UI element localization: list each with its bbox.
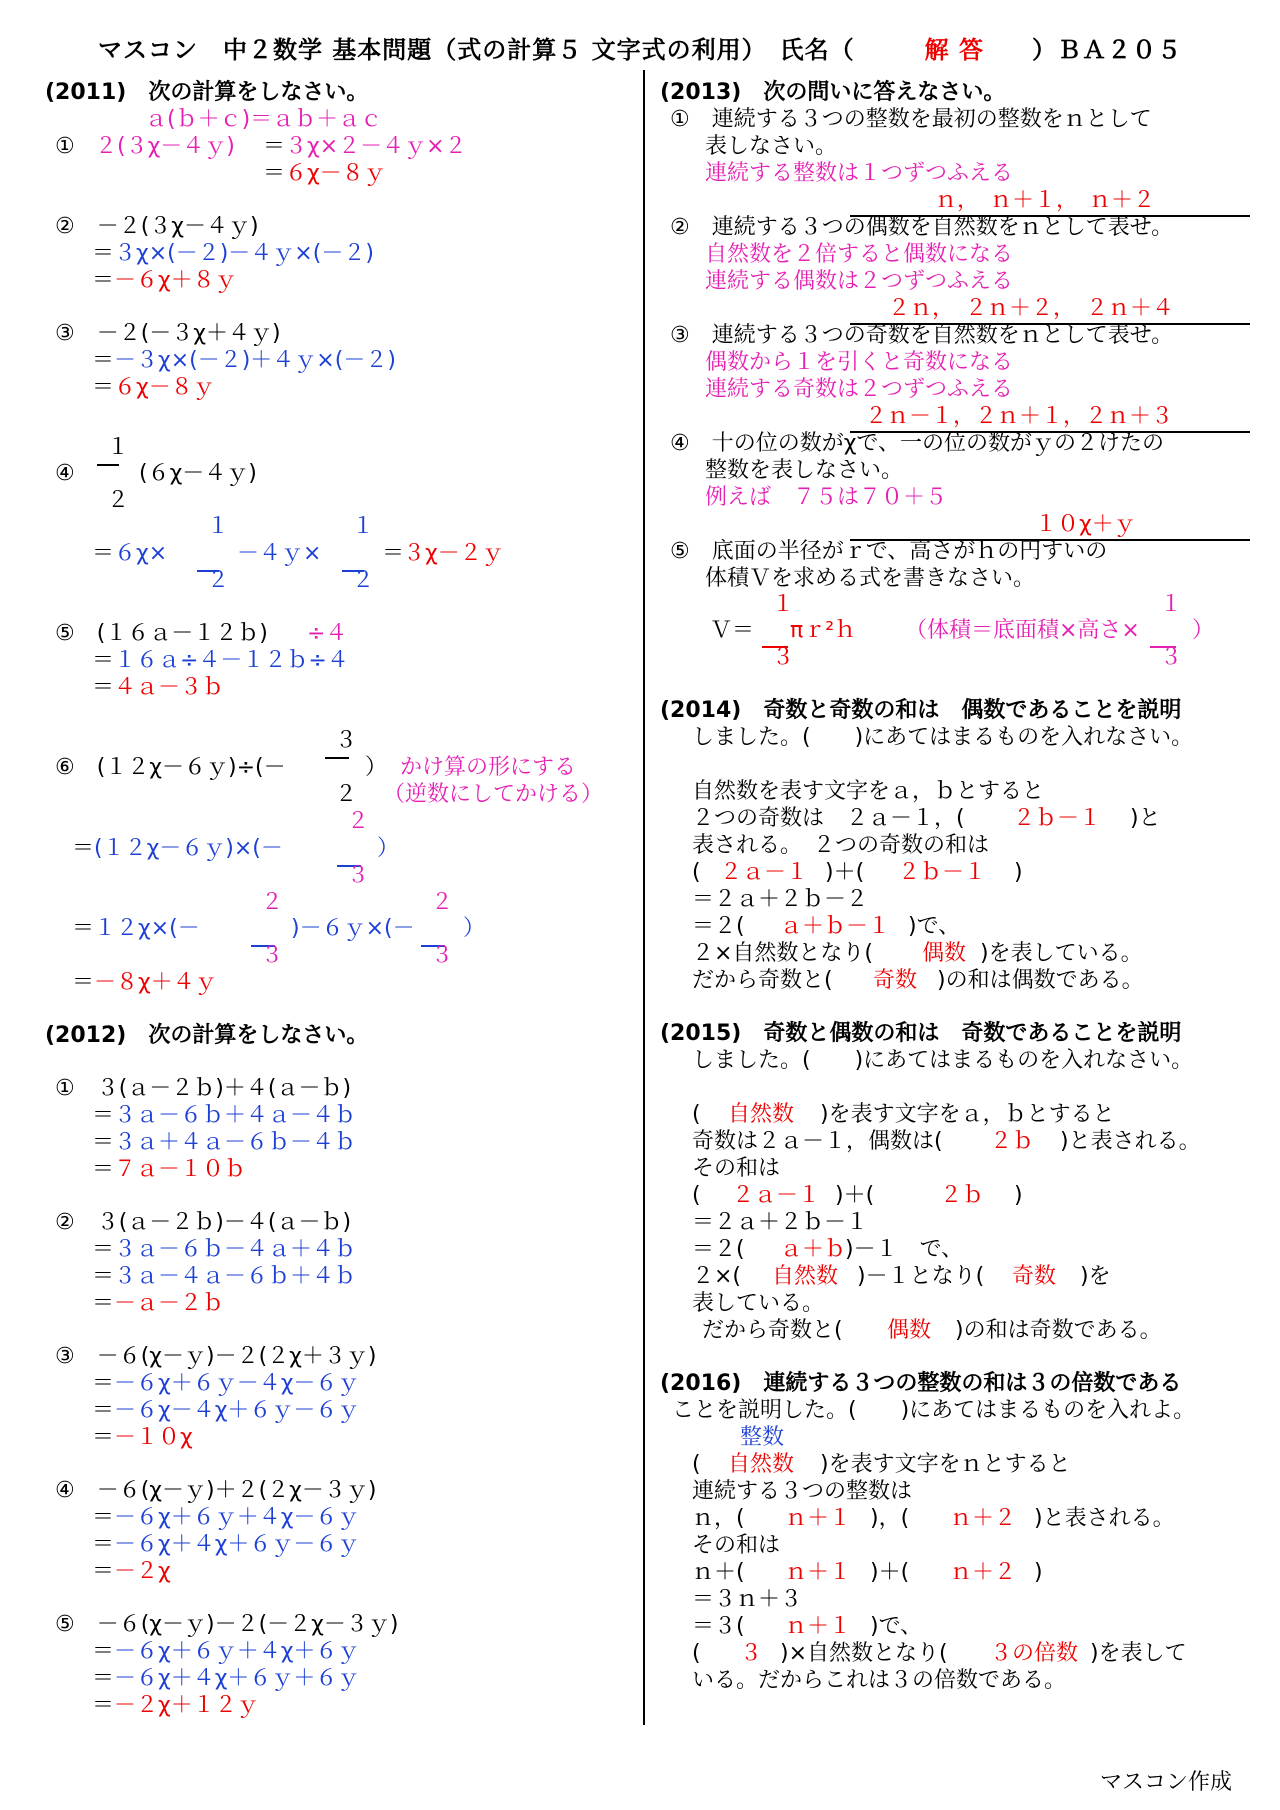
worksheet-line: 自然数 bbox=[728, 1102, 795, 1127]
worksheet-line: ＝ bbox=[92, 375, 115, 400]
worksheet-line: 連続する奇数は２つずつふえる bbox=[705, 377, 1014, 402]
worksheet-line: ｎ＋１ bbox=[785, 1506, 852, 1531]
worksheet-line: ３ bbox=[740, 1641, 763, 1666]
worksheet-line: 偶数から１を引くと奇数になる bbox=[705, 350, 1014, 375]
worksheet-line: 表している。 bbox=[692, 1291, 825, 1316]
worksheet-line: かけ算の形にする bbox=[400, 755, 577, 780]
problem-heading: (2011) 次の計算をしなさい。 bbox=[45, 80, 369, 105]
worksheet-line: )＋( bbox=[835, 1183, 875, 1208]
worksheet-line: ７ａ－１０ｂ bbox=[114, 1157, 247, 1182]
column-divider bbox=[643, 70, 645, 1725]
worksheet-line: ３ａ－６ｂ＋４ａ－４ｂ bbox=[114, 1103, 357, 1128]
worksheet-line: ２ｎ， ２ｎ＋２， ２ｎ＋４ bbox=[888, 296, 1175, 321]
worksheet-line: ３ bbox=[335, 728, 358, 753]
worksheet-line: －２χ bbox=[114, 1559, 171, 1584]
worksheet-line: ａ(ｂ＋ｃ)＝ａｂ＋ａｃ bbox=[145, 107, 383, 132]
worksheet-line: －３χ×(－２)＋４ｙ×(－２) bbox=[114, 348, 396, 373]
worksheet-line: )の和は偶数である。 bbox=[937, 968, 1144, 993]
worksheet-line: ＝ bbox=[92, 1103, 115, 1128]
worksheet-line: ② 連続する３つの偶数を自然数をｎとして表せ。 bbox=[670, 215, 1174, 240]
worksheet-line: 奇数 bbox=[1012, 1264, 1057, 1289]
worksheet-line: 偶数 bbox=[887, 1318, 932, 1343]
worksheet-line: )を表す文字をｎとすると bbox=[820, 1452, 1071, 1477]
worksheet-line: ＝ bbox=[92, 648, 115, 673]
worksheet-line: ２ａ－１ bbox=[732, 1183, 821, 1208]
worksheet-line: －６χ－４χ＋６ｙ－６ｙ bbox=[114, 1398, 360, 1423]
worksheet-line: ＝３ｎ＋３ bbox=[692, 1587, 803, 1612]
worksheet-line: ２ bbox=[107, 488, 130, 513]
problem-heading: (2013) 次の問いに答えなさい。 bbox=[660, 80, 1006, 105]
worksheet-line: ｎ＋１ bbox=[785, 1614, 852, 1639]
worksheet-line: ＝ bbox=[92, 541, 115, 566]
worksheet-line: ＝ bbox=[92, 268, 115, 293]
worksheet-line: ２×自然数となり( bbox=[692, 941, 874, 966]
worksheet-line: ２ｂ－１ bbox=[1013, 806, 1102, 831]
worksheet-line: ２ｂ bbox=[990, 1129, 1035, 1154]
problem-heading: (2014) 奇数と奇数の和は 偶数であることを説明 bbox=[660, 698, 1182, 723]
worksheet-line: )の和は奇数である。 bbox=[955, 1318, 1162, 1343]
worksheet-line: １ bbox=[772, 592, 795, 617]
worksheet-line: ＝ bbox=[72, 970, 95, 995]
worksheet-line: （逆数にしてかける） bbox=[383, 782, 604, 807]
worksheet-line: )を表して bbox=[1090, 1641, 1187, 1666]
worksheet-line: 奇数は２ａ－１，偶数は( bbox=[692, 1129, 943, 1154]
worksheet-line: ２ bbox=[261, 890, 284, 915]
worksheet-line: 自然数 bbox=[772, 1264, 839, 1289]
worksheet-line: ＝２( bbox=[692, 1237, 745, 1262]
worksheet-line: )－１となり( bbox=[857, 1264, 985, 1289]
worksheet-line: ６χ－８ｙ bbox=[114, 375, 215, 400]
worksheet-line: ２ bbox=[347, 809, 370, 834]
worksheet-line: ＝ bbox=[92, 1264, 115, 1289]
worksheet-line: ② ３(ａ－２ｂ)－４(ａ－ｂ) bbox=[55, 1210, 352, 1235]
worksheet-line: ＝ bbox=[92, 675, 115, 700]
worksheet-line: だから奇数と( bbox=[692, 968, 833, 993]
worksheet-line: )と表される。 bbox=[1034, 1506, 1175, 1531]
worksheet-line: )で、 bbox=[870, 1614, 923, 1639]
worksheet-line: ２ bbox=[431, 890, 454, 915]
worksheet-line: )×自然数となり( bbox=[780, 1641, 948, 1666]
worksheet-line: )を表す文字をａ，ｂとすると bbox=[820, 1102, 1115, 1127]
worksheet-line: ) bbox=[1014, 1183, 1023, 1208]
worksheet-line: ） bbox=[377, 836, 400, 861]
worksheet-line: ｎ＋２ bbox=[950, 1560, 1017, 1585]
worksheet-line: ( bbox=[692, 860, 701, 885]
worksheet-line: ６χ× bbox=[114, 541, 168, 566]
worksheet-line: ＝ bbox=[92, 1237, 115, 1262]
worksheet-line: ( bbox=[692, 1641, 701, 1666]
worksheet-line: －８χ＋４ｙ bbox=[94, 970, 217, 995]
worksheet-line: 整数 bbox=[740, 1425, 785, 1450]
worksheet-line: ④ 十の位の数がχで、一の位の数がｙの２けたの bbox=[670, 431, 1164, 456]
worksheet-line: ⑤ 底面の半径がｒで、高さがｈの円すいの bbox=[670, 539, 1108, 564]
worksheet-line: １２χ×(－ bbox=[94, 916, 200, 941]
worksheet-line: ３の倍数 bbox=[990, 1641, 1079, 1666]
worksheet-code: ）ＢＡ２０５ bbox=[1032, 36, 1183, 64]
worksheet-line: ３ bbox=[261, 943, 284, 968]
worksheet-line: ３ａ＋４ａ－６ｂ－４ｂ bbox=[114, 1130, 357, 1155]
worksheet-line: πｒ²ｈ bbox=[790, 618, 857, 643]
worksheet-line: ) bbox=[1034, 1560, 1043, 1585]
worksheet-line: ｎ＋２ bbox=[950, 1506, 1017, 1531]
worksheet-line: )－６ｙ×(－ bbox=[291, 916, 415, 941]
worksheet-line: ＝ bbox=[92, 1639, 115, 1664]
worksheet-line: ４ａ－３ｂ bbox=[114, 675, 225, 700]
worksheet-line: ３ bbox=[772, 645, 795, 670]
worksheet-line: ３ａ－４ａ－６ｂ＋４ｂ bbox=[114, 1264, 357, 1289]
worksheet-line: ２ａ－１ bbox=[720, 860, 809, 885]
worksheet-line: ⑤ －６(χ－ｙ)－２(－２χ－３ｙ) bbox=[55, 1612, 399, 1637]
worksheet-line: ⑥ (１２χ－６ｙ)÷(－ bbox=[55, 755, 286, 780]
worksheet-line: ① bbox=[55, 134, 75, 159]
worksheet-line: ６χ－８ｙ bbox=[285, 161, 386, 186]
worksheet-line: ＝ bbox=[92, 1130, 115, 1155]
worksheet-line: ＝ bbox=[92, 1157, 115, 1182]
worksheet-line: －６χ＋４χ＋６ｙ＋６ｙ bbox=[114, 1666, 360, 1691]
worksheet-line: 連続する３つの整数は bbox=[692, 1479, 913, 1504]
worksheet-line: ２ｂ bbox=[940, 1183, 985, 1208]
worksheet-line: ③ －２(－３χ＋４ｙ) bbox=[55, 321, 281, 346]
worksheet-line: 自然数を２倍すると偶数になる bbox=[705, 242, 1014, 267]
worksheet-line: 表しなさい。 bbox=[705, 134, 838, 159]
worksheet-line: )を表している。 bbox=[980, 941, 1143, 966]
worksheet-line: －６χ＋８ｙ bbox=[114, 268, 237, 293]
worksheet-line: ） bbox=[1192, 618, 1215, 643]
problem-heading: (2016) 連続する３つの整数の和は３の倍数である bbox=[660, 1371, 1182, 1396]
worksheet-line: ことを説明した。( )にあてはまるものを入れよ。 bbox=[672, 1398, 1196, 1423]
worksheet-line: －２χ＋１２ｙ bbox=[114, 1693, 259, 1718]
worksheet-line: ｎ＋( bbox=[692, 1560, 745, 1585]
worksheet-line: ） bbox=[365, 755, 388, 780]
worksheet-line: ２(３χ－４ｙ) bbox=[95, 134, 235, 159]
worksheet-line: ② －２(３χ－４ｙ) bbox=[55, 214, 259, 239]
worksheet-line: ( bbox=[692, 1102, 701, 1127]
worksheet-line: ＝ bbox=[92, 1666, 115, 1691]
worksheet-line: その和は bbox=[692, 1533, 781, 1558]
worksheet-line: ２ｂ－１ bbox=[898, 860, 987, 885]
worksheet-line: ＝ bbox=[92, 1559, 115, 1584]
worksheet-line: ＝２ａ＋２ｂ－２ bbox=[692, 887, 869, 912]
worksheet-line: 連続する偶数は２つずつふえる bbox=[705, 269, 1014, 294]
worksheet-line: 例えば ７５は７０＋５ bbox=[705, 485, 948, 510]
worksheet-line: ＝ bbox=[92, 1425, 115, 1450]
worksheet-line: ａ＋ｂ bbox=[780, 1237, 847, 1262]
worksheet-line: １６ａ÷４－１２ｂ÷４ bbox=[114, 648, 349, 673]
worksheet-line: ＝ bbox=[92, 348, 115, 373]
worksheet-line: 偶数 bbox=[922, 941, 967, 966]
worksheet-line: ＝３( bbox=[692, 1614, 745, 1639]
worksheet-line: ＝２( bbox=[692, 914, 745, 939]
worksheet-line: ３ａ－６ｂ－４ａ＋４ｂ bbox=[114, 1237, 357, 1262]
worksheet-line: )と bbox=[1130, 806, 1161, 831]
worksheet-line: ① 連続する３つの整数を最初の整数をｎとして bbox=[670, 107, 1152, 132]
worksheet-line: －１０χ bbox=[114, 1425, 193, 1450]
worksheet-line: ｎ， ｎ＋１， ｎ＋２ bbox=[935, 188, 1156, 213]
worksheet-line: ③ －６(χ－ｙ)－２(２χ＋３ｙ) bbox=[55, 1344, 377, 1369]
worksheet-line: ＝ bbox=[92, 1398, 115, 1423]
worksheet-line: ＝ bbox=[92, 1532, 115, 1557]
worksheet-line: 連続する整数は１つずつふえる bbox=[705, 161, 1014, 186]
worksheet-line: )と表される。 bbox=[1060, 1129, 1201, 1154]
worksheet-line: )を bbox=[1080, 1264, 1111, 1289]
worksheet-line: 奇数 bbox=[873, 968, 918, 993]
worksheet-line: )，( bbox=[870, 1506, 910, 1531]
footer-credit: マスコン作成 bbox=[1099, 1770, 1232, 1795]
fraction-bar bbox=[97, 464, 119, 466]
worksheet-line: １ bbox=[107, 435, 130, 460]
worksheet-line: しました。( )にあてはまるものを入れなさい。 bbox=[692, 1048, 1194, 1073]
worksheet-line: １ bbox=[352, 514, 375, 539]
worksheet-line: ① ３(ａ－２ｂ)＋４(ａ－ｂ) bbox=[55, 1076, 352, 1101]
worksheet-line: 自然数 bbox=[728, 1452, 795, 1477]
worksheet-line: ＝ bbox=[263, 161, 286, 186]
worksheet-line: －ａ－２ｂ bbox=[114, 1291, 225, 1316]
worksheet-line: ( bbox=[692, 1183, 701, 1208]
worksheet-line: )で、 bbox=[908, 914, 961, 939]
worksheet-line: ④ bbox=[55, 461, 75, 486]
worksheet-line: ＝ bbox=[72, 836, 95, 861]
worksheet-line: ａ＋ｂ－１ bbox=[780, 914, 891, 939]
worksheet-line: いる。だからこれは３の倍数である。 bbox=[692, 1668, 1067, 1693]
worksheet-line: その和は bbox=[692, 1156, 781, 1181]
worksheet-title: マスコン 中２数学 基本問題（式の計算５ 文字式の利用） 氏名（ bbox=[97, 36, 855, 64]
worksheet-line: －６χ＋６ｙ＋４χ＋６ｙ bbox=[114, 1639, 360, 1664]
worksheet-line: (１２χ－６ｙ)×(－ bbox=[94, 836, 283, 861]
worksheet-line: ２ bbox=[207, 568, 230, 593]
worksheet-line: －６χ＋６ｙ＋４χ－６ｙ bbox=[114, 1505, 360, 1530]
worksheet-line: ＝ bbox=[92, 241, 115, 266]
worksheet-line: －６χ＋６ｙ－４χ－６ｙ bbox=[114, 1371, 360, 1396]
worksheet-line: ３ bbox=[431, 943, 454, 968]
worksheet-line: １ bbox=[1160, 592, 1183, 617]
worksheet-line: ｎ＋１ bbox=[785, 1560, 852, 1585]
worksheet-line: ＝ bbox=[92, 1371, 115, 1396]
answer-label: 解 答 bbox=[924, 36, 985, 64]
worksheet-line: ④ －６(χ－ｙ)＋２(２χ－３ｙ) bbox=[55, 1478, 377, 1503]
worksheet-line: ２ bbox=[335, 782, 358, 807]
worksheet-line: 自然数を表す文字をａ，ｂとすると bbox=[692, 779, 1045, 804]
worksheet-line: ＝ bbox=[92, 1291, 115, 1316]
worksheet-line: ３ bbox=[347, 863, 370, 888]
worksheet-line: ２つの奇数は ２ａ－１，( bbox=[692, 806, 965, 831]
worksheet-line: ＝２ａ＋２ｂ－１ bbox=[692, 1210, 869, 1235]
worksheet-line: ＝ bbox=[263, 134, 286, 159]
worksheet-line: ３χ×２－４ｙ×２ bbox=[285, 134, 467, 159]
worksheet-line: １０χ＋ｙ bbox=[1035, 512, 1136, 537]
worksheet-line: １ bbox=[207, 514, 230, 539]
worksheet-line: ( bbox=[692, 1452, 701, 1477]
worksheet-line: )－１ で、 bbox=[845, 1237, 964, 1262]
worksheet-line: 整数を表しなさい。 bbox=[705, 458, 904, 483]
problem-heading: (2015) 奇数と偶数の和は 奇数であることを説明 bbox=[660, 1021, 1182, 1046]
worksheet-header bbox=[0, 30, 1280, 65]
worksheet-line: ２×( bbox=[692, 1264, 742, 1289]
worksheet-line: ｎ，( bbox=[692, 1506, 745, 1531]
worksheet-line: （体積＝底面積×高さ× bbox=[905, 618, 1140, 643]
worksheet-line: ＝ bbox=[72, 916, 95, 941]
worksheet-line: ③ 連続する３つの奇数を自然数をｎとして表せ。 bbox=[670, 323, 1174, 348]
worksheet-line: ＝ bbox=[92, 1693, 115, 1718]
worksheet-line: －４ｙ× bbox=[237, 541, 322, 566]
worksheet-line: ＝ bbox=[382, 541, 405, 566]
worksheet-line: )＋( bbox=[870, 1560, 910, 1585]
problem-heading: (2012) 次の計算をしなさい。 bbox=[45, 1023, 369, 1048]
worksheet-line: ⑤ (１６ａ－１２ｂ) bbox=[55, 621, 268, 646]
worksheet-line: ÷４ bbox=[307, 621, 348, 646]
worksheet-line: )＋( bbox=[825, 860, 865, 885]
worksheet-line: ＝ bbox=[92, 1505, 115, 1530]
worksheet-line: ３ bbox=[1160, 645, 1183, 670]
worksheet-line: ） bbox=[463, 916, 486, 941]
worksheet-line: ) bbox=[1014, 860, 1023, 885]
worksheet-line: ３χ－２ｙ bbox=[403, 541, 504, 566]
worksheet-line: －６χ＋４χ＋６ｙ－６ｙ bbox=[114, 1532, 360, 1557]
worksheet-line: しました。( )にあてはまるものを入れなさい。 bbox=[692, 725, 1194, 750]
worksheet-line: 表される。 ２つの奇数の和は bbox=[692, 833, 990, 858]
fraction-bar bbox=[325, 757, 349, 759]
worksheet-line: だから奇数と( bbox=[702, 1318, 843, 1343]
worksheet-line: (６χ－４ｙ) bbox=[139, 461, 257, 486]
worksheet-line: ２ｎ－１，２ｎ＋１，２ｎ＋３ bbox=[865, 404, 1174, 429]
worksheet-line: ２ bbox=[352, 568, 375, 593]
worksheet-line: Ｖ＝ bbox=[710, 618, 755, 643]
worksheet-line: 体積Ｖを求める式を書きなさい。 bbox=[705, 566, 1036, 591]
worksheet-line: ３χ×(－２)－４ｙ×(－２) bbox=[114, 241, 374, 266]
